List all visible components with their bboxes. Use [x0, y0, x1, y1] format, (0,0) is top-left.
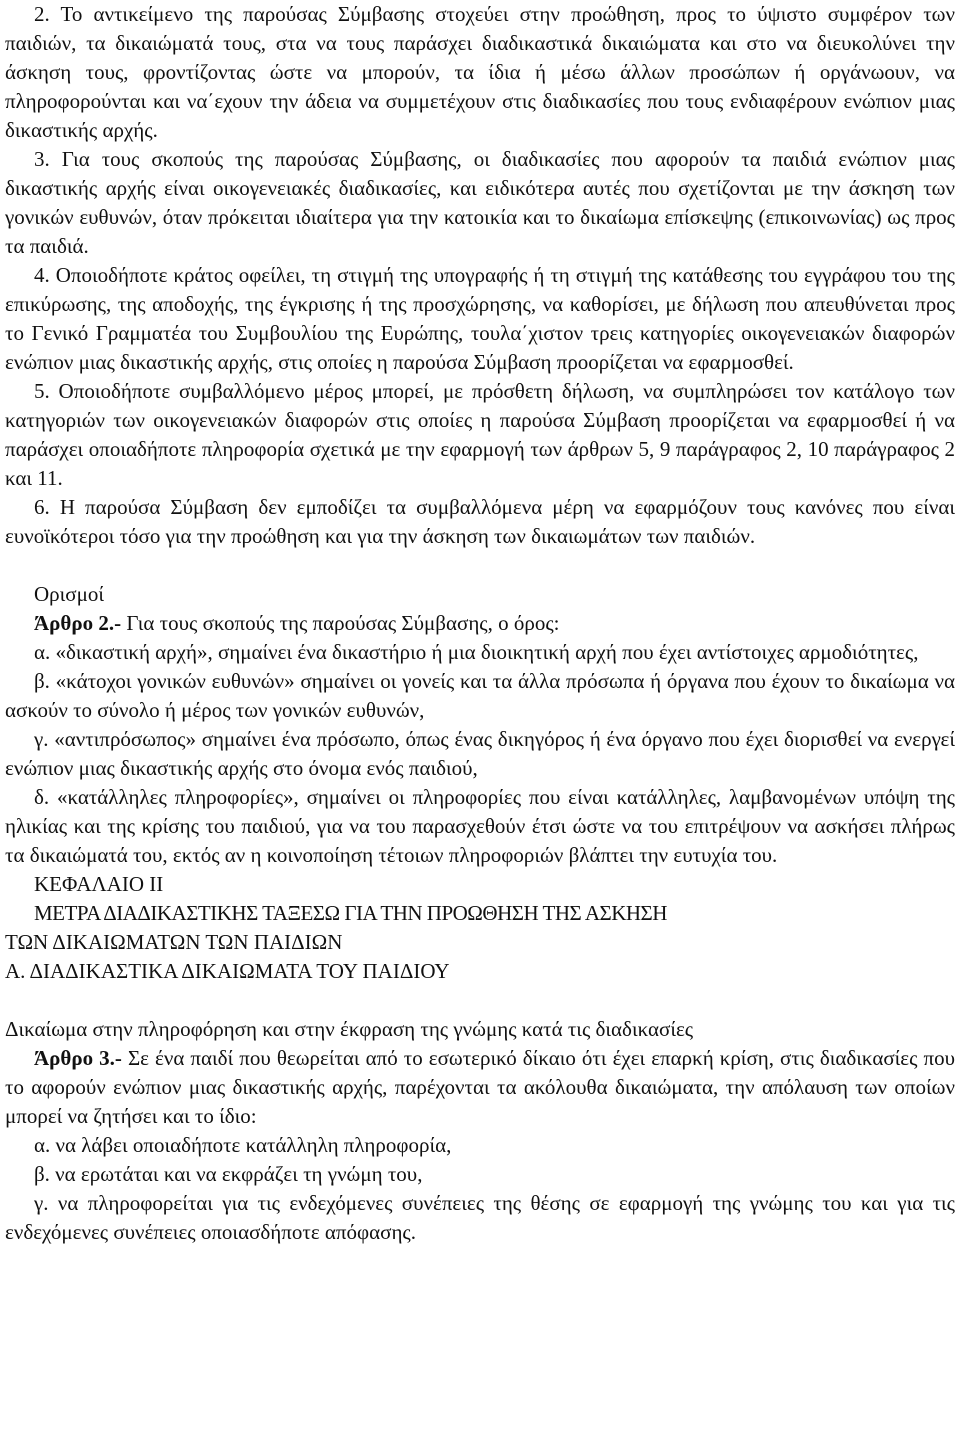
article-3-subheading: Δικαίωμα στην πληροφόρηση και στην έκφραση της γνώμης κατά τις διαδικασίες — [5, 1017, 694, 1041]
chapter-title-line-1: ΜΕΤΡΑ ΔΙΑΔΙΚΑΣΤΙΚΗΣ ΤΑΞΕΣΩ ΓΙΑ ΤΗΝ ΠΡΟΩΘΗΣΗ ΤΗΣ ΑΣΚΗΣΗ — [34, 901, 667, 925]
article-3-body — [5, 1044, 955, 1131]
article-3-text: Σε ένα παιδί που θεωρείται από το εσωτερικό δίκαιο ότι έχει επαρκή κρίση, στις διαδικασίες που το αφορούν ενώπιον μιας δικαστικής αρχής, παρέχονται τα ακόλουθα δικαιώματα, την απόλαυση των οποίων μπορεί να ζητήσει και το ίδιο: — [5, 1046, 955, 1128]
document-page — [5, 0, 955, 1432]
definition-item-a: α. «δικαστική αρχή», σημαίνει ένα δικαστήριο ή μια διοικητική αρχή που έχει αντίστοιχες αρμοδιότητες, — [34, 640, 919, 664]
article-3-item-b: β. να ερωτάται και να εκφράζει τη γνώμη του, — [34, 1162, 423, 1186]
paragraph-3: 3. Για τους σκοπούς της παρούσας Σύμβασης, οι διαδικασίες που αφορούν τα παιδιά ενώπιον μιας δικαστικής αρχής είναι οικογενειακές διαδικασίες, και ειδικότερα αυτές που σχετίζονται με την άσκηση των γονικών ευθυνών, όταν πρόκειται ιδιαίτερα για την κατοικία και το δικαίωμα επίσκεψης (επικοινωνίας) ως προς τα παιδιά. — [5, 147, 955, 258]
chapter-number: ΚΕΦΑΛΑΙΟ ΙΙ — [34, 872, 164, 896]
paragraph-5: 5. Οποιοδήποτε συμβαλλόμενο μέρος μπορεί, με πρόσθετη δήλωση, να συμπληρώσει τον κατάλογο των κατηγοριών των οικογενειακών διαφορών στις οποίες η παρούσα Σύμβαση προορίζεται να εφαρμοσθεί ή να παράσχει οποιαδήποτε πληροφορία σχετικά με την εφαρμογή των άρθρων 5, 9 παράγραφος 2, 10 παράγραφος 2 και 11. — [5, 379, 955, 490]
section-heading: Α. ΔΙΑΔΙΚΑΣΤΙΚΑ ΔΙΚΑΙΩΜΑΤΑ ΤΟΥ ΠΑΙΔΙΟΥ — [5, 959, 450, 983]
article-2-text: Για τους σκοπούς της παρούσας Σύμβασης, ο όρος: — [121, 611, 560, 635]
definition-item-b: β. «κάτοχοι γονικών ευθυνών» σημαίνει οι γονείς και τα άλλα πρόσωπα ή όργανα που έχουν το δικαίωμα να ασκούν το σύνολο ή μέρος των γονικών ευθυνών, — [5, 669, 955, 722]
chapter-title-line-2: ΤΩΝ ΔΙΚΑΙΩΜΑΤΩΝ ΤΩΝ ΠΑΙΔΙΩΝ — [5, 930, 343, 954]
definition-item-c: γ. «αντιπρόσωπος» σημαίνει ένα πρόσωπο, όπως ένας δικηγόρος ή ένα όργανο που έχει διορισθεί να ενεργεί ενώπιον μιας δικαστικής αρχής στο όνομα ενός παιδιού, — [5, 727, 955, 780]
article-3-item-c: γ. να πληροφορείται για τις ενδεχόμενες συνέπειες της θέσης σε εφαρμογή της γνώμης του και για τις ενδεχόμενες συνέπειες οποιασδήποτε απόφασης. — [5, 1191, 955, 1244]
paragraph-2: 2. Το αντικείμενο της παρούσας Σύμβασης στοχεύει στην προώθηση, προς το ύψιστο συμφέρον των παιδιών, τα δικαιώματά τους, στα να τους παράσχει διαδικαστικά δικαιώματα και στο να διευκολύνει την άσκηση τους, φροντίζοντας ώστε να μπορούν, τα ίδια ή μέσω άλλων προσώπων ή οργάνωουν, να πληροφορούνται και να΄εχουν την άδεια να συμμετέχουν στις διαδικασίες που τους ενδιαφέρουν ενώπιον μιας δικαστικής αρχής. — [5, 2, 955, 142]
article-3-item-a: α. να λάβει οποιαδήποτε κατάλληλη πληροφορία, — [34, 1133, 452, 1157]
article-2-label: Άρθρο 2.- — [34, 611, 122, 635]
paragraph-4: 4. Οποιοδήποτε κράτος οφείλει, τη στιγμή της υπογραφής ή τη στιγμή της κατάθεσης του εγγράφου του της επικύρωσης, της αποδοχής, της έγκρισης ή της προσχώρησης, να καθορίσει, με δήλωση που απευθύνεται προς το Γενικό Γραμματέα του Συμβουλίου της Ευρώπης, τουλα΄χιστον τρεις κατηγορίες οικογενειακών διαφορών ενώπιον μιας δικαστικής αρχής, στις οποίες η παρούσα Σύμβαση προορίζεται να εφαρμοσθεί. — [5, 263, 955, 374]
definition-item-d: δ. «κατάλληλες πληροφορίες», σημαίνει οι πληροφορίες που είναι κατάλληλες, λαμβανομένων υπόψη της ηλικίας και της κρίσης του παιδιού, για να του παρασχεθούν έτσι ώστε να του επιτρέψουν να ασκήσει πλήρως τα δικαιώματά του, εκτός αν η κοινοποίηση τέτοιων πληροφοριών βλάπτει την ευτυχία του. — [5, 785, 955, 867]
paragraph-6: 6. Η παρούσα Σύμβαση δεν εμποδίζει τα συμβαλλόμενα μέρη να εφαρμόζουν τους κανόνες που είναι ευνοϊκότεροι τόσο για την προώθηση και για την άσκηση των δικαιωμάτων των παιδιών. — [5, 495, 955, 548]
definitions-heading: Ορισμοί — [34, 582, 105, 606]
article-2-intro — [5, 609, 955, 638]
article-3-label: Άρθρο 3.- — [34, 1046, 122, 1070]
